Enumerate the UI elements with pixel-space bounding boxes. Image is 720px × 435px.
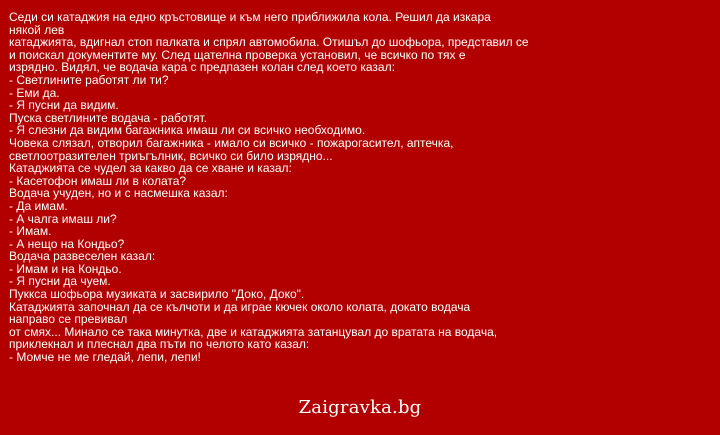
- joke-line: приклекнал и плеснал два пъти по челото като казал:: [9, 337, 310, 352]
- joke-line: направо се превивал: [9, 312, 128, 327]
- joke-line: - Я пусни да видим.: [9, 98, 119, 113]
- joke-line: - Я слезни да видим багажника имаш ли си всичко необходимо.: [9, 123, 366, 138]
- joke-line: и поискал документите му. След щателна проверка установил, че всичко по тях е: [9, 47, 466, 62]
- joke-line: - Имам.: [9, 224, 52, 239]
- joke-line: изрядно. Видял, че водача кара с предпазен колан след което казал:: [9, 60, 395, 75]
- joke-line: - А нещо на Кондьо?: [9, 236, 125, 251]
- joke-line: Седи си катаджия на едно кръстовище и към него приближила кола. Решил да изкара: [9, 10, 491, 24]
- joke-line: някой лев: [9, 22, 65, 37]
- joke-line: - Момче не ме гледай, лепи, лепи!: [9, 350, 201, 365]
- joke-line: Пуккса шофьора музиката и засвирило "Доко, Доко".: [9, 287, 305, 302]
- joke-line: Катаджията започнал да се кълчоти и да играе кючек около колата, докато водача: [9, 299, 471, 314]
- joke-line: - Я пусни да чуем.: [9, 274, 111, 289]
- joke-line: Катаджията се чудел за какво да се хване и казал:: [9, 161, 292, 176]
- joke-line: Водача учуден, но и с насмешка казал:: [9, 186, 228, 201]
- joke-line: - Да имам.: [9, 198, 68, 213]
- joke-line: Човека слязал, отворил багажника - имало си всичко - пожарогасител, аптечка,: [9, 135, 454, 150]
- joke-line: Водача развеселен казал:: [9, 249, 156, 264]
- joke-line: светлоотразителен триъгълник, всичко си било изрядно...: [9, 148, 333, 163]
- joke-text: [9, 11, 709, 364]
- joke-line: катаджията, вдигнал стоп палката и спрял автомобила. Отишъл до шофьора, представил се: [9, 35, 529, 50]
- joke-line: - Еми да.: [9, 85, 60, 100]
- joke-line: - Имам и на Кондьо.: [9, 261, 122, 276]
- joke-line: - Касетофон имаш ли в колата?: [9, 173, 187, 188]
- joke-line: - А чалга имаш ли?: [9, 211, 117, 226]
- joke-line: Пуска светлините водача - работят.: [9, 110, 207, 125]
- joke-line: - Светлините работят ли ти?: [9, 72, 169, 87]
- joke-line: от смях... Минало се така минутка, две и катаджията затанцувал до вратата на водача,: [9, 324, 498, 339]
- site-watermark: Zaigravka.bg: [298, 397, 422, 418]
